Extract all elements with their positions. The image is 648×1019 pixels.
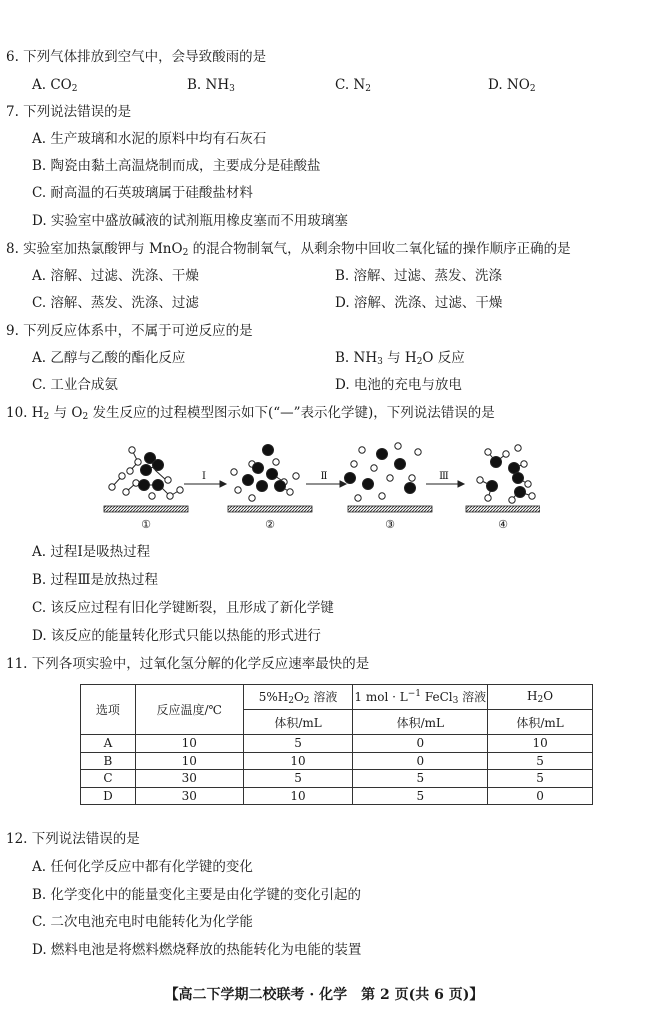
q12-option-d: D. 燃料电池是将燃料燃烧释放的热能转化为电能的装置 (32, 942, 362, 958)
cell: 10 (243, 787, 353, 805)
surface-1 (104, 506, 188, 512)
cell: 5 (243, 735, 353, 753)
table-row (81, 752, 593, 770)
stage-3-atoms (345, 443, 422, 501)
q11-table (80, 684, 593, 805)
q7-option-d: D. 实验室中盛放碱液的试剂瓶用橡皮塞而不用玻璃塞 (32, 213, 348, 229)
q7-option-c: C. 耐高温的石英玻璃属于硅酸盐材料 (32, 185, 253, 201)
cell: 0 (488, 787, 593, 805)
header-volume-fecl3: 体积/mL (353, 710, 488, 735)
cell: D (81, 787, 136, 805)
header-water: $H_2O$ (488, 685, 593, 710)
stage-1-atoms (109, 447, 183, 499)
q10-option-b: B. 过程Ⅲ是放热过程 (32, 572, 159, 588)
cell: 30 (135, 787, 243, 805)
q10-option-c: C. 该反应过程有旧化学键断裂，且形成了新化学键 (32, 600, 334, 616)
q8-stem: 8. 实验室加热氯酸钾与 MnO$_2$ 的混合物制氧气，从剩余物中回收二氧化锰的操作顺序正确的是 (6, 241, 571, 258)
reaction-process-diagram (100, 440, 540, 536)
q10-option-a: A. 过程Ⅰ是吸热过程 (32, 544, 151, 560)
q6-option-c: C. $N_2$ (335, 77, 371, 94)
stage-label-2: ② (265, 518, 275, 531)
header-h2o2: $5\%H_2O_2$ 溶液 (243, 685, 353, 710)
q6-option-b: B. $NH_3$ (187, 77, 235, 94)
q12-option-a: A. 任何化学反应中都有化学键的变化 (32, 859, 253, 875)
q9-option-b: B. $NH_3$ 与 $H_2O$ 反应 (335, 350, 465, 367)
q9-option-d: D. 电池的充电与放电 (335, 377, 462, 393)
cell: 0 (353, 735, 488, 753)
q6-option-a: A. $CO_2$ (32, 77, 78, 94)
q9-option-a: A. 乙醇与乙酸的酯化反应 (32, 350, 186, 366)
arrow-label-2: Ⅱ (320, 471, 328, 482)
q6-stem: 6. 下列气体排放到空气中，会导致酸雨的是 (6, 49, 267, 65)
header-volume-water: 体积/mL (488, 710, 593, 735)
table-row (81, 735, 593, 753)
arrow-label-1: Ⅰ (202, 471, 206, 482)
surface-4 (466, 506, 540, 512)
q7-stem: 7. 下列说法错误的是 (6, 104, 132, 120)
arrow-label-3: Ⅲ (439, 471, 449, 482)
q10-stem: 10. $H_2$ 与 $O_2$ 发生反应的过程模型图示如下(“—”表示化学键)，下列说法错误的是 (6, 405, 495, 422)
cell: C (81, 770, 136, 788)
cell: 10 (135, 752, 243, 770)
cell: 5 (488, 770, 593, 788)
stage-label-4: ④ (498, 518, 508, 531)
table-header-row-1 (81, 685, 593, 710)
cell: 5 (488, 752, 593, 770)
q7-option-a: A. 生产玻璃和水泥的原料中均有石灰石 (32, 131, 267, 147)
surface-3 (348, 506, 432, 512)
q8-option-a: A. 溶解、过滤、洗涤、干燥 (32, 268, 199, 284)
cell: 10 (488, 735, 593, 753)
stage-2-atoms (231, 445, 299, 502)
q8-option-b: B. 溶解、过滤、蒸发、洗涤 (335, 268, 503, 284)
header-option: 选项 (81, 685, 136, 735)
table-row (81, 787, 593, 805)
q9-option-c: C. 工业合成氨 (32, 377, 118, 393)
cell: 5 (353, 787, 488, 805)
page-footer: 【高二下学期二校联考 · 化学 第 2 页(共 6 页)】 (164, 987, 484, 1003)
cell: 10 (135, 735, 243, 753)
q11-stem: 11. 下列各项实验中，过氧化氢分解的化学反应速率最快的是 (6, 656, 370, 672)
q12-stem: 12. 下列说法错误的是 (6, 831, 140, 847)
cell: 10 (243, 752, 353, 770)
header-fecl3: 1 mol · $L^{-1}$ FeCl$_3$ 溶液 (353, 685, 488, 710)
header-temperature: 反应温度/℃ (135, 685, 243, 735)
cell: 5 (353, 770, 488, 788)
cell: 5 (243, 770, 353, 788)
cell: 30 (135, 770, 243, 788)
surface-2 (228, 506, 312, 512)
q8-option-d: D. 溶解、洗涤、过滤、干燥 (335, 295, 503, 311)
q12-option-c: C. 二次电池充电时电能转化为化学能 (32, 914, 253, 930)
q6-option-d: D. $NO_2$ (488, 77, 536, 94)
q12-option-b: B. 化学变化中的能量变化主要是由化学键的变化引起的 (32, 887, 362, 903)
header-volume-h2o2: 体积/mL (243, 710, 353, 735)
cell: A (81, 735, 136, 753)
q7-option-b: B. 陶瓷由黏土高温烧制而成，主要成分是硅酸盐 (32, 158, 321, 174)
q8-option-c: C. 溶解、蒸发、洗涤、过滤 (32, 295, 199, 311)
cell: B (81, 752, 136, 770)
q10-option-d: D. 该反应的能量转化形式只能以热能的形式进行 (32, 628, 321, 644)
q9-stem: 9. 下列反应体系中，不属于可逆反应的是 (6, 323, 253, 339)
table-row (81, 770, 593, 788)
stage-label-3: ③ (385, 518, 395, 531)
cell: 0 (353, 752, 488, 770)
stage-label-1: ① (141, 518, 151, 531)
